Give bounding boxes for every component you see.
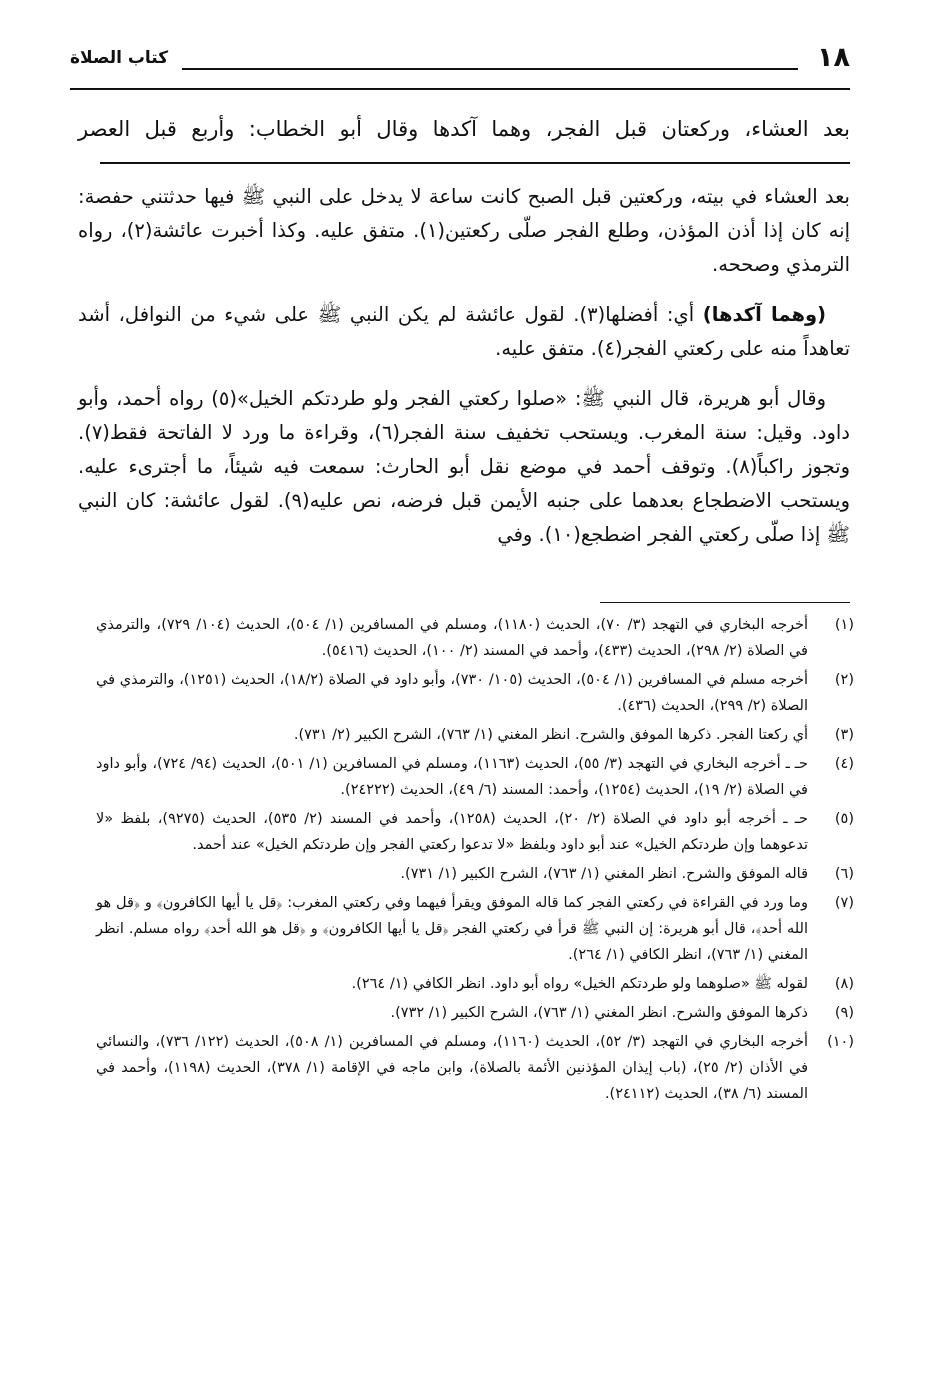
footnote-text: أخرجه مسلم في المسافرين (١/ ٥٠٤)، الحديث (١٠٥/ ٧٣٠)، وأبو داود في الصلاة (١٨/٢)، الحديث (١٢٥١)، والترمذي في الصلاة (٢/ ٢٩٩)، الحديث (٤٣٦). xyxy=(96,672,809,714)
header-rule xyxy=(182,68,798,70)
footnote-text: ذكرها الموفق والشرح. انظر المغني (١/ ٧٦٣)، الشرح الكبير (١/ ٧٣٢). xyxy=(390,1005,808,1021)
footnotes xyxy=(96,612,854,1110)
commentary xyxy=(78,180,850,568)
footnote-text: أي ركعتا الفجر. ذكرها الموفق والشرح. انظر المغني (١/ ٧٦٣)، الشرح الكبير (٢/ ٧٣١). xyxy=(293,727,808,743)
book-title: كتاب الصلاة xyxy=(70,48,169,68)
footnote xyxy=(96,971,854,997)
footnote xyxy=(96,612,854,664)
footnote-number: (٧) xyxy=(834,895,854,911)
matn-text: بعد العشاء، وركعتان قبل الفجر، وهما آكدها وقال أبو الخطاب: وأربع قبل العصر xyxy=(78,117,850,141)
page-number: ١٨ xyxy=(817,42,850,73)
footnote xyxy=(96,1000,854,1026)
footnote-separator xyxy=(600,602,850,603)
footnote-text: أخرجه البخاري في التهجد (٣/ ٧٠)، الحديث (١١٨٠)، ومسلم في المسافرين (١/ ٥٠٤)، الحديث (١٠٤/ ٧٢٩)، والترمذي في الصلاة (٢/ ٢٩٨)، الحديث (٤٣٣)، وأحمد في المسند (٢/ ١٠٠)، الحديث (٥٤١٦). xyxy=(96,617,809,659)
footnote-text: حـ ـ أخرجه البخاري في التهجد (٣/ ٥٥)، الحديث (١١٦٣)، ومسلم في المسافرين (١/ ٥٠١)، الحديث (٩٤/ ٧٢٤)، وأبو داود في الصلاة (٢/ ١٩)، الحديث (١٢٥٤)، وأحمد: المسند (٦/ ٤٩)، الحديث (٢٤٢٢٢). xyxy=(96,756,809,798)
footnote-number: (١) xyxy=(834,617,854,633)
footnote xyxy=(96,861,854,887)
footnote-text: أخرجه البخاري في التهجد (٣/ ٥٢)، الحديث (١١٦٠)، ومسلم في المسافرين (١/ ٥٠٨)، الحديث (١٢٢/ ٧٣٦)، والنسائي في الأذان (٢/ ٢٥)، (باب إيذان المؤذنين الأئمة بالصلاة)، وابن ماجه في الإقامة (١/ ٣٧٨)، الحديث (١١٩٨)، وأحمد في المسند (٦/ ٣٨)، الحديث (٢٤١١٢). xyxy=(96,1034,809,1102)
footnote xyxy=(96,1029,854,1107)
footnote-number: (٦) xyxy=(834,866,854,882)
running-header xyxy=(70,42,850,82)
footnote-number: (١٠) xyxy=(827,1034,854,1050)
matn-divider xyxy=(100,162,850,164)
matn-quote: (وهما آكدها) xyxy=(702,303,826,326)
footnote-number: (٨) xyxy=(834,976,854,992)
footnote-number: (٣) xyxy=(834,727,854,743)
footnote-number: (٢) xyxy=(834,672,854,688)
commentary-paragraph: بعد العشاء في بيته، وركعتين قبل الصبح كانت ساعة لا يدخل على النبي ﷺ فيها حدثتني حفصة: إنه كان إذا أذن المؤذن، وطلع الفجر صلّى ركعتين(١). متفق عليه. وكذا أخبرت عائشة(٢)، رواه الترمذي وصححه. xyxy=(78,185,851,276)
footnote-number: (٥) xyxy=(834,811,854,827)
footnote xyxy=(96,667,854,719)
commentary-text: أي: أفضلها(٣). لقول عائشة لم يكن النبي ﷺ على شيء من النوافل، أشد تعاهداً منه على ركعتي الفجر(٤). متفق عليه. xyxy=(78,303,850,360)
commentary-paragraph: وقال أبو هريرة، قال النبي ﷺ: «صلوا ركعتي الفجر ولو طردتكم الخيل»(٥) رواه أحمد، وأبو داود. وقيل: سنة المغرب. ويستحب تخفيف سنة الفجر(٦)، وقراءة ما ورد لا الفاتحة فقط(٧). وتجوز راكباً(٨). وتوقف أحمد في موضع نقل أبو الحارث: سمعت فيه شيئاً، ما أجترىء عليه. ويستحب الاضطجاع بعدهما على جنبه الأيمن قبل فرضه، نص عليه(٩). لقول عائشة: كان النبي ﷺ إذا صلّى ركعتي الفجر اضطجع(١٠). وفي xyxy=(78,387,851,546)
footnote xyxy=(96,890,854,968)
footnote-number: (٩) xyxy=(834,1005,854,1021)
footnote-text: قاله الموفق والشرح. انظر المغني (١/ ٧٦٣)، الشرح الكبير (١/ ٧٣١). xyxy=(400,866,808,882)
footnote-text: لقوله ﷺ «صلوهما ولو طردتكم الخيل» رواه أبو داود. انظر الكافي (١/ ٢٦٤). xyxy=(351,976,808,992)
footnote-number: (٤) xyxy=(834,756,854,772)
footnote xyxy=(96,722,854,748)
commentary-paragraph xyxy=(78,298,850,366)
header-divider xyxy=(70,88,850,90)
footnote-text: حـ ـ أخرجه أبو داود في الصلاة (٢/ ٢٠)، الحديث (١٢٥٨)، وأحمد في المسند (٢/ ٥٣٥)، الحديث (٩٢٧٥)، بلفظ «لا تدعوهما وإن طردتكم الخيل» عند أبو داود وبلفظ «لا تدعوا ركعتي الفجر وإن طردتكم الخيل» عند أحمد. xyxy=(96,811,809,853)
footnote xyxy=(96,806,854,858)
footnote-text: وما ورد في القراءة في ركعتي الفجر كما قاله الموفق ويقرأ فيهما وفي ركعتي المغرب: ﴿قل يا أيها الكافرون﴾ و ﴿قل هو الله أحد﴾، قال أبو هريرة: إن النبي ﷺ قرأ في ركعتي الفجر ﴿قل يا أيها الكافرون﴾ و ﴿قل هو الله أحد﴾ رواه مسلم. انظر المغني (١/ ٧٦٣)، انظر الكافي (١/ ٢٦٤). xyxy=(96,895,808,963)
footnote xyxy=(96,751,854,803)
